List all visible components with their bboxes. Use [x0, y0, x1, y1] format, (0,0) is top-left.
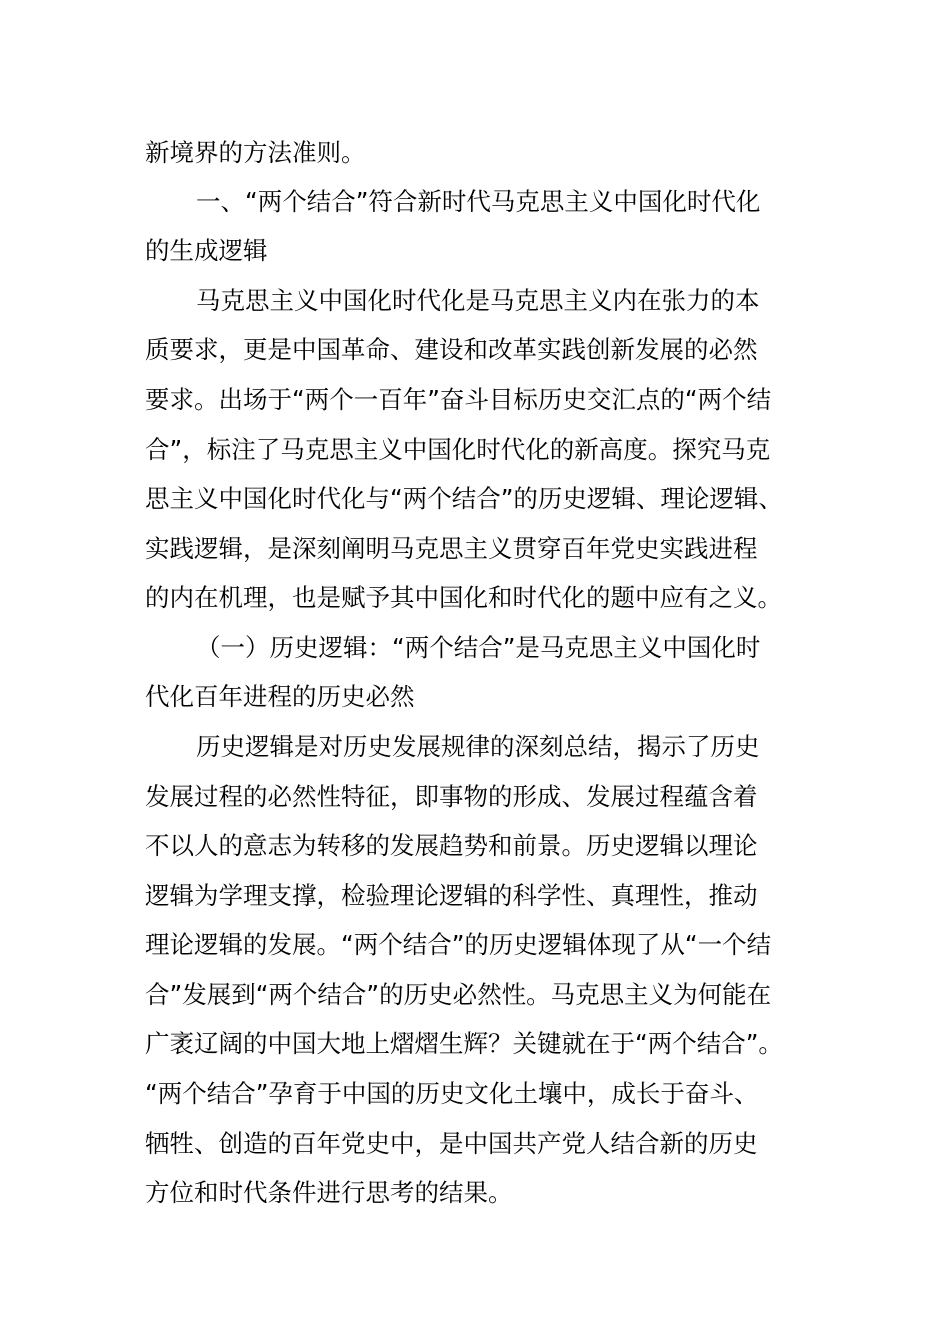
text-line: 发展过程的必然性特征，即事物的形成、发展过程蕴含着 [145, 782, 758, 811]
text-line: 广袤辽阔的中国大地上熠熠生辉？关键就在于“两个结合”。 [145, 1029, 783, 1058]
text-line: “两个结合”孕育于中国的历史文化土壤中，成长于奋斗、 [145, 1079, 759, 1108]
section-heading-continued: 的生成逻辑 [145, 236, 268, 265]
text-line: 实践逻辑，是深刻阐明马克思主义贯穿百年党史实践进程 [145, 534, 758, 563]
text-line: 的内在机理，也是赋予其中国化和时代化的题中应有之义。 [145, 583, 782, 612]
text-line: 历史逻辑是对历史发展规律的深刻总结，揭示了历史 [196, 732, 760, 761]
text-line: 不以人的意志为转移的发展趋势和前景。历史逻辑以理论 [145, 831, 758, 860]
text-line: 逻辑为学理支撑，检验理论逻辑的科学性、真理性，推动 [145, 881, 758, 910]
text-line: 合”发展到“两个结合”的历史必然性。马克思主义为何能在 [145, 980, 772, 1009]
text-line: 马克思主义中国化时代化是马克思主义内在张力的本 [196, 286, 760, 315]
text-line: 合”，标注了马克思主义中国化时代化的新高度。探究马克 [145, 435, 771, 464]
text-line: 要求。出场于“两个一百年”奋斗目标历史交汇点的“两个结 [145, 385, 772, 414]
text-line: 牺牲、创造的百年党史中，是中国共产党人结合新的历史 [145, 1129, 758, 1158]
section-heading: 一、“两个结合”符合新时代马克思主义中国化时代化 [196, 187, 761, 216]
text-line: 理论逻辑的发展。“两个结合”的历史逻辑体现了从“一个结 [145, 930, 772, 959]
text-line: 新境界的方法准则。 [145, 138, 366, 167]
text-line: 质要求，更是中国革命、建设和改革实践创新发展的必然 [145, 335, 758, 364]
text-line: 思主义中国化时代化与“两个结合”的历史逻辑、理论逻辑、 [145, 484, 783, 513]
subsection-heading: （一）历史逻辑：“两个结合”是马克思主义中国化时 [196, 633, 761, 662]
subsection-heading-continued: 代化百年进程的历史必然 [145, 682, 415, 711]
text-line: 方位和时代条件进行思考的结果。 [145, 1178, 513, 1207]
